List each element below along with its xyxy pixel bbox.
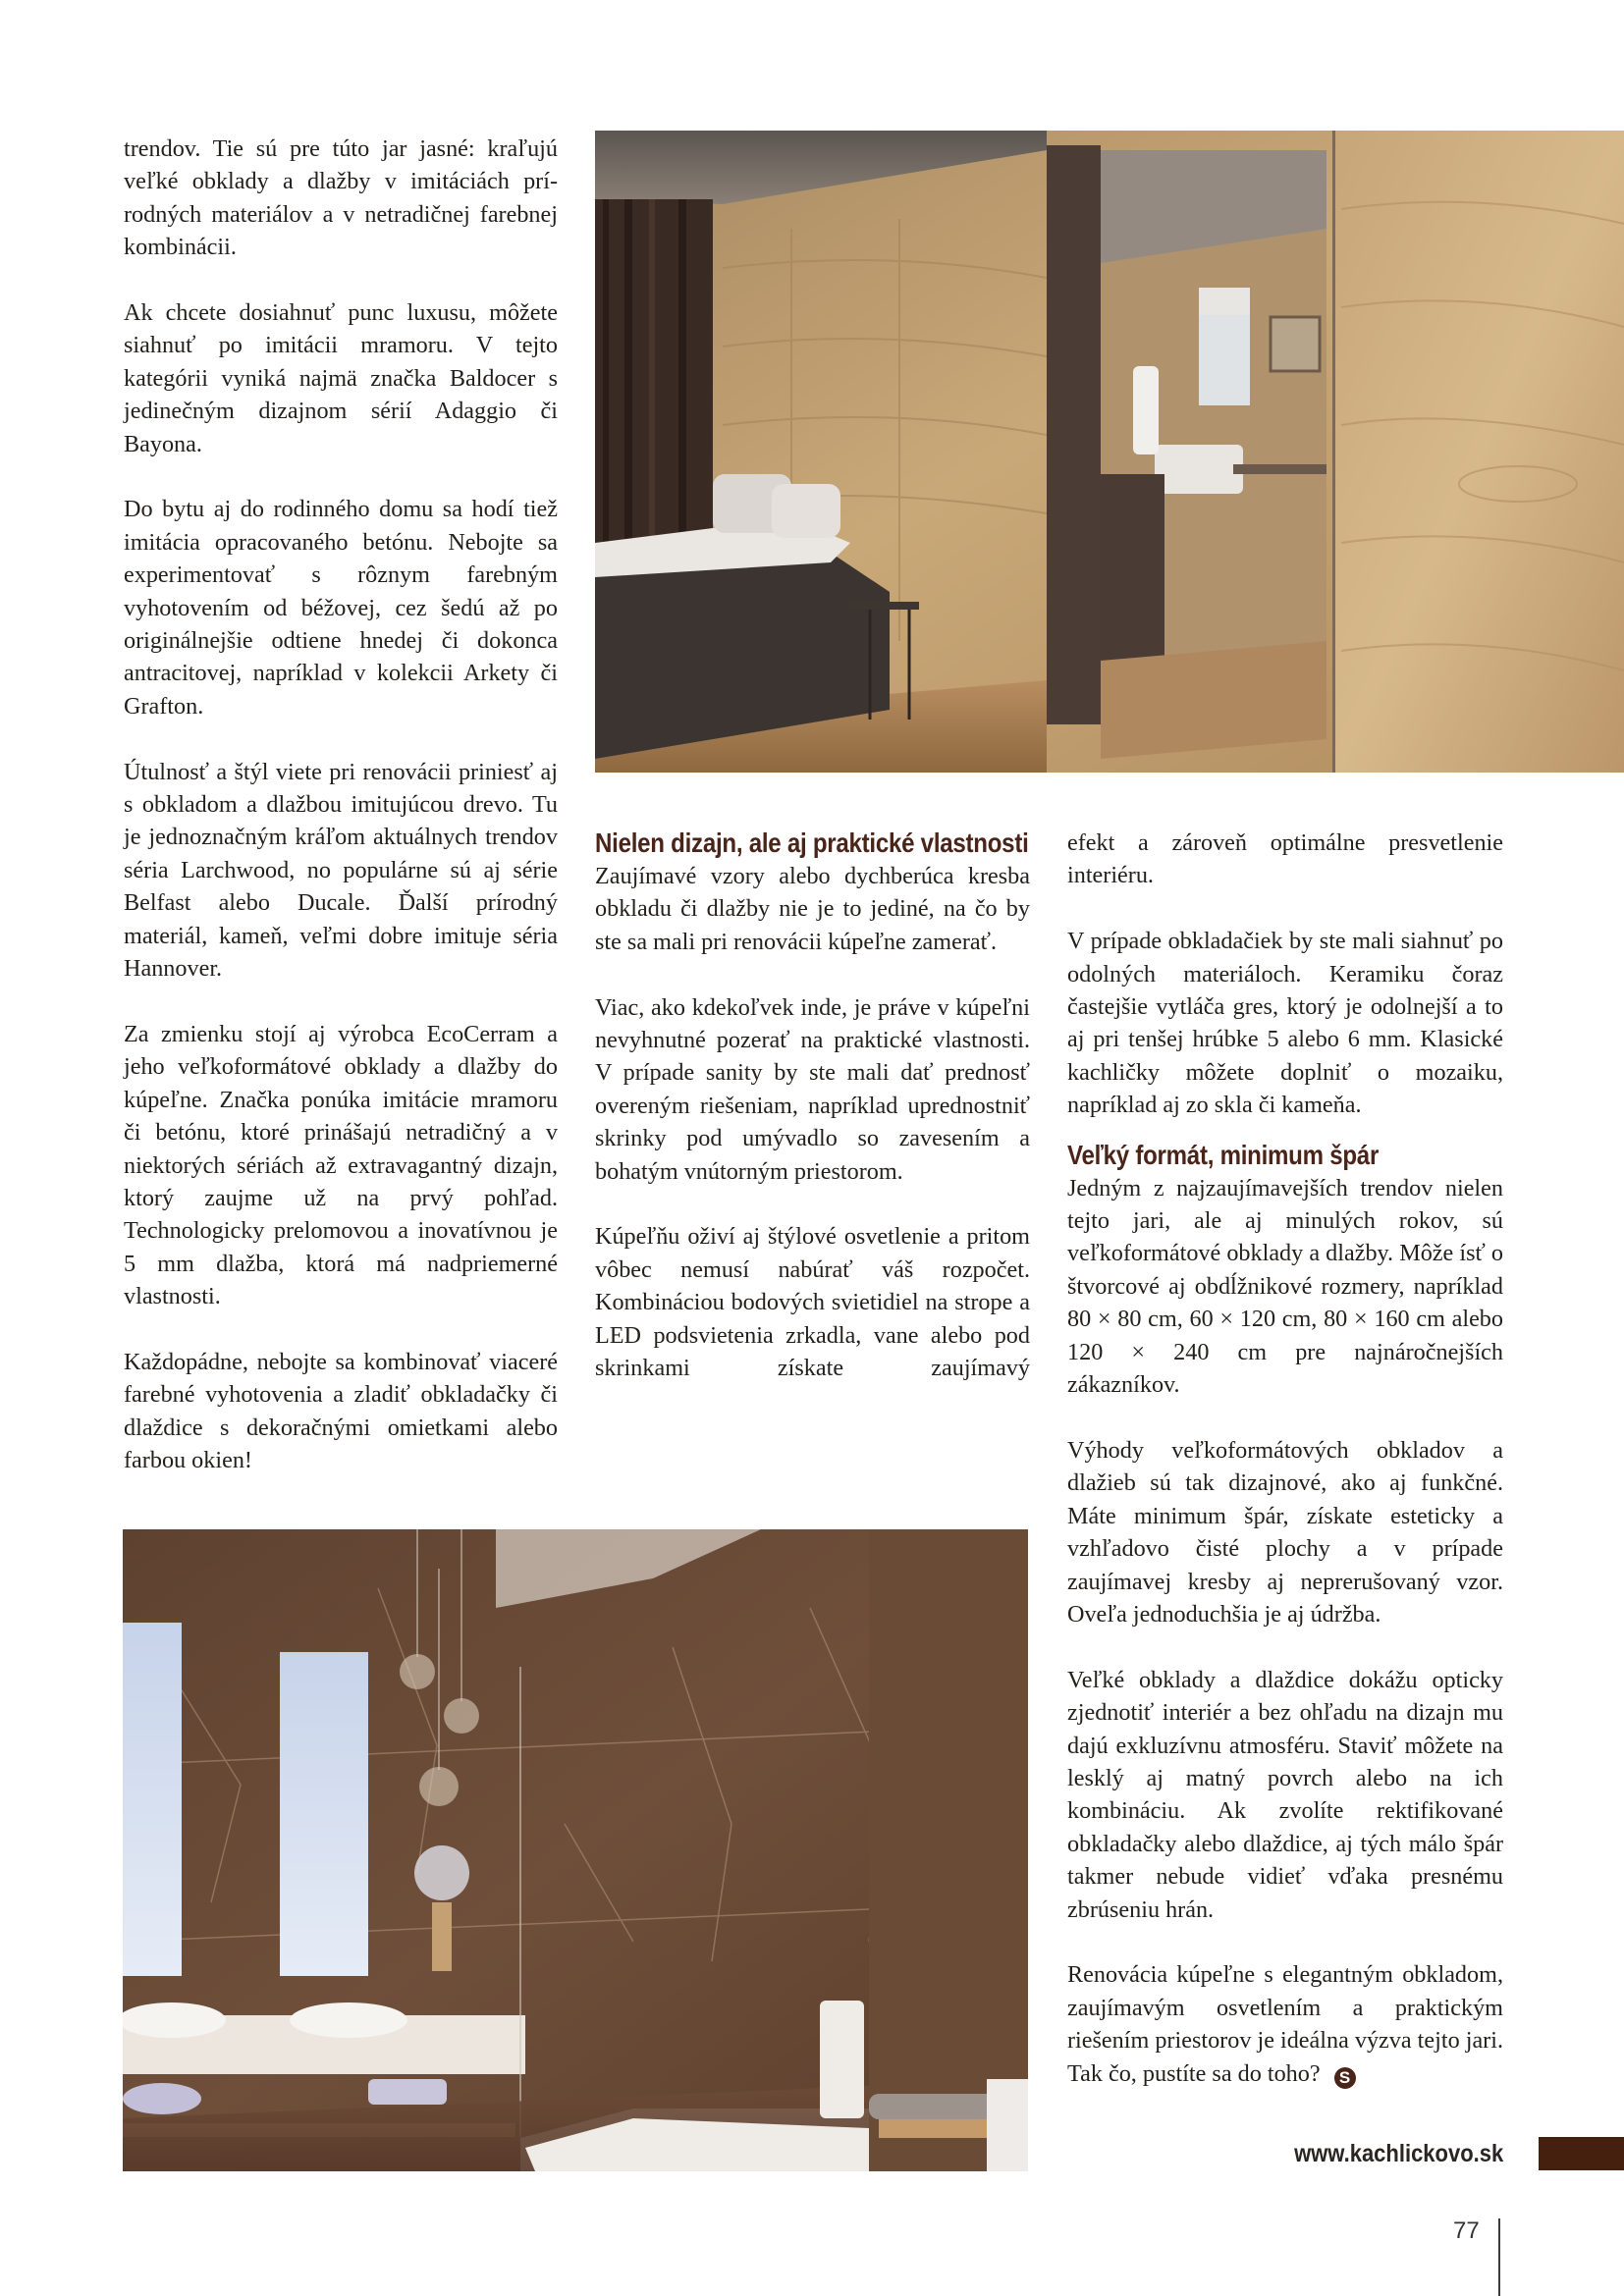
text-column-2 [595,827,1030,1384]
paragraph: Ak chcete dosiahnuť punc luxusu, môžete siahnuť po imitácii mramoru. V tejto kategórii vyniká najmä značka Baldocer s jedinečným dizajnom sérií Adaggio či Bayona. [124,299,558,457]
section-heading-large-format: Veľký formát, minimum špár [1067,1139,1380,1170]
section-heading-practical: Nielen dizajn, ale aj praktické vlastnosti [595,828,1029,858]
paragraph: Zaujímavé vzory alebo dychberúca kresba obkladu či dlažby nie je to jediné, na čo by ste sa mali pri renovácii kúpeľne zamerať. [595,863,1030,955]
page-divider [1498,2218,1500,2296]
brand-color-bar [1539,2137,1624,2170]
paragraph: Kúpeľňu oživí aj štýlové osvetlenie a pritom vôbec nemusí nabúrať váš rozpočet. Kombináciou bodových svietidiel na strope a LED podsvietenia zrkadla, vane alebo pod skrinkami získate zaujímavý [595,1223,1030,1382]
paragraph: Do bytu aj do rodinného domu sa hodí tiež imitácia opracovaného betónu. Nebojte sa experimentovať s rôznym farebným vyhotovením od béžovej, cez šedú až po originálnejšie odtiene hnedej či dokonca antracitovej, napríklad v kolekcii Arkety či Grafton. [124,496,558,720]
paragraph: V prípade obkladačiek by ste mali siahnuť po odolných materiáloch. Keramiku čoraz častejšie vytláča gres, ktorý je odolnejší a to aj pri tenšej hrúbke 5 alebo 6 mm. Klasické kachličky môžete doplniť o mozaiku, napríklad aj zo skla či kameňa. [1067,928,1503,1119]
paragraph: Viac, ako kdekoľvek inde, je práve v kúpeľni nevyhnutné pozerať na praktické vlastnosti. V prípade sanity by ste mali dať prednosť overeným riešeniam, napríklad uprednostniť skrinky pod umývadlo so zavesením a bohatým vnútorným priestorom. [595,993,1030,1185]
paragraph: Výhody veľkoformátových obkladov a dlažieb sú tak dizajnové, ako aj funkčné. Máte minimum špár, získate esteticky a vzhľadovo čisté plochy a v prípade zaujímavej kresby aj neprerušovaný vzor. Oveľa jednoduchšia je aj údržba. [1067,1436,1503,1628]
website-link[interactable]: www.kachlickovo.sk [1293,2140,1503,2167]
text-column-3 [1067,827,1503,2090]
paragraph: Za zmienku stojí aj výrobca EcoCerram a jeho veľkoformátové obklady a dlažby do kúpeľne. Značka ponúka imitácie mramoru či betónu, ktoré prinášajú netradičný a v niektorých sériách až extravagantný dizajn, ktorý zaujme už na prvý pohľad. Technologicky prelomovou a inovatívnou je 5 mm dlažba, ktorá má nadpriemerné vlastnosti. [124,1020,558,1310]
paragraph: Každopádne, nebojte sa kombinovať viaceré farebné vyhotovenia a zladiť obkladačky či dlaždice s dekoračnými omietkami alebo farbou okien! [124,1348,558,1474]
bathroom-photo [123,1529,1028,2171]
bedroom-photo [595,131,1624,773]
paragraph: Útulnosť a štýl viete pri renovácii priniesť aj s obkladom a dlažbou imitujúcou drevo. Tu je jednoznačným kráľom aktuálnych trendov séria Larchwood, no populárne sú aj série Belfast alebo Ducale. Ďalší prírodný materiál, kameň, veľmi dobre imituje séria Hannover. [124,758,558,983]
paragraph: trendov. Tie sú pre túto jar jasné: kraľujú veľké obklady a dlažby v imitáciách prírodných materiálov a v netradičnej farebnej kombinácii. [124,135,558,261]
paragraph: efekt a zároveň optimálne presvetlenie interiéru. [1067,829,1503,889]
end-of-article-icon: S [1334,2067,1356,2089]
closing-text: Renovácia kúpeľne s elegantným obkladom, zaujímavým osvetlením a praktickým riešením priestorov je ideálna výzva tejto jari. Tak čo, pustíte sa do toho? [1067,1961,1503,2087]
paragraph: Jedným z najzaujímavejších trendov nielen tejto jari, ale aj minulých rokov, sú veľkoformátové obklady a dlažby. Môže ísť o štvorcové aj obdĺžnikové rozmery, napríklad 80 × 80 cm, 60 × 120 cm, 80 × 160 cm alebo 120 × 240 cm pre najnáročnejších zákazníkov. [1067,1174,1503,1399]
bedroom-image-icon [595,131,1624,773]
paragraph: Veľké obklady a dlaždice dokážu opticky zjednotiť interiér a bez ohľadu na dizajn mu dajú exkluzívnu atmosféru. Staviť môžete na lesklý aj matný povrch alebo na ich kombináciu. Ak zvolíte rektifikované obkladačky alebo dlaždice, aj tých málo špár takmer nebude vidieť vďaka presnému zbrúseniu hrán. [1067,1666,1503,1923]
bathroom-image-icon [123,1529,1028,2171]
closing-paragraph [1067,1958,1503,2090]
page-number: 77 [1453,2217,1480,2244]
text-column-1 [124,133,558,1477]
